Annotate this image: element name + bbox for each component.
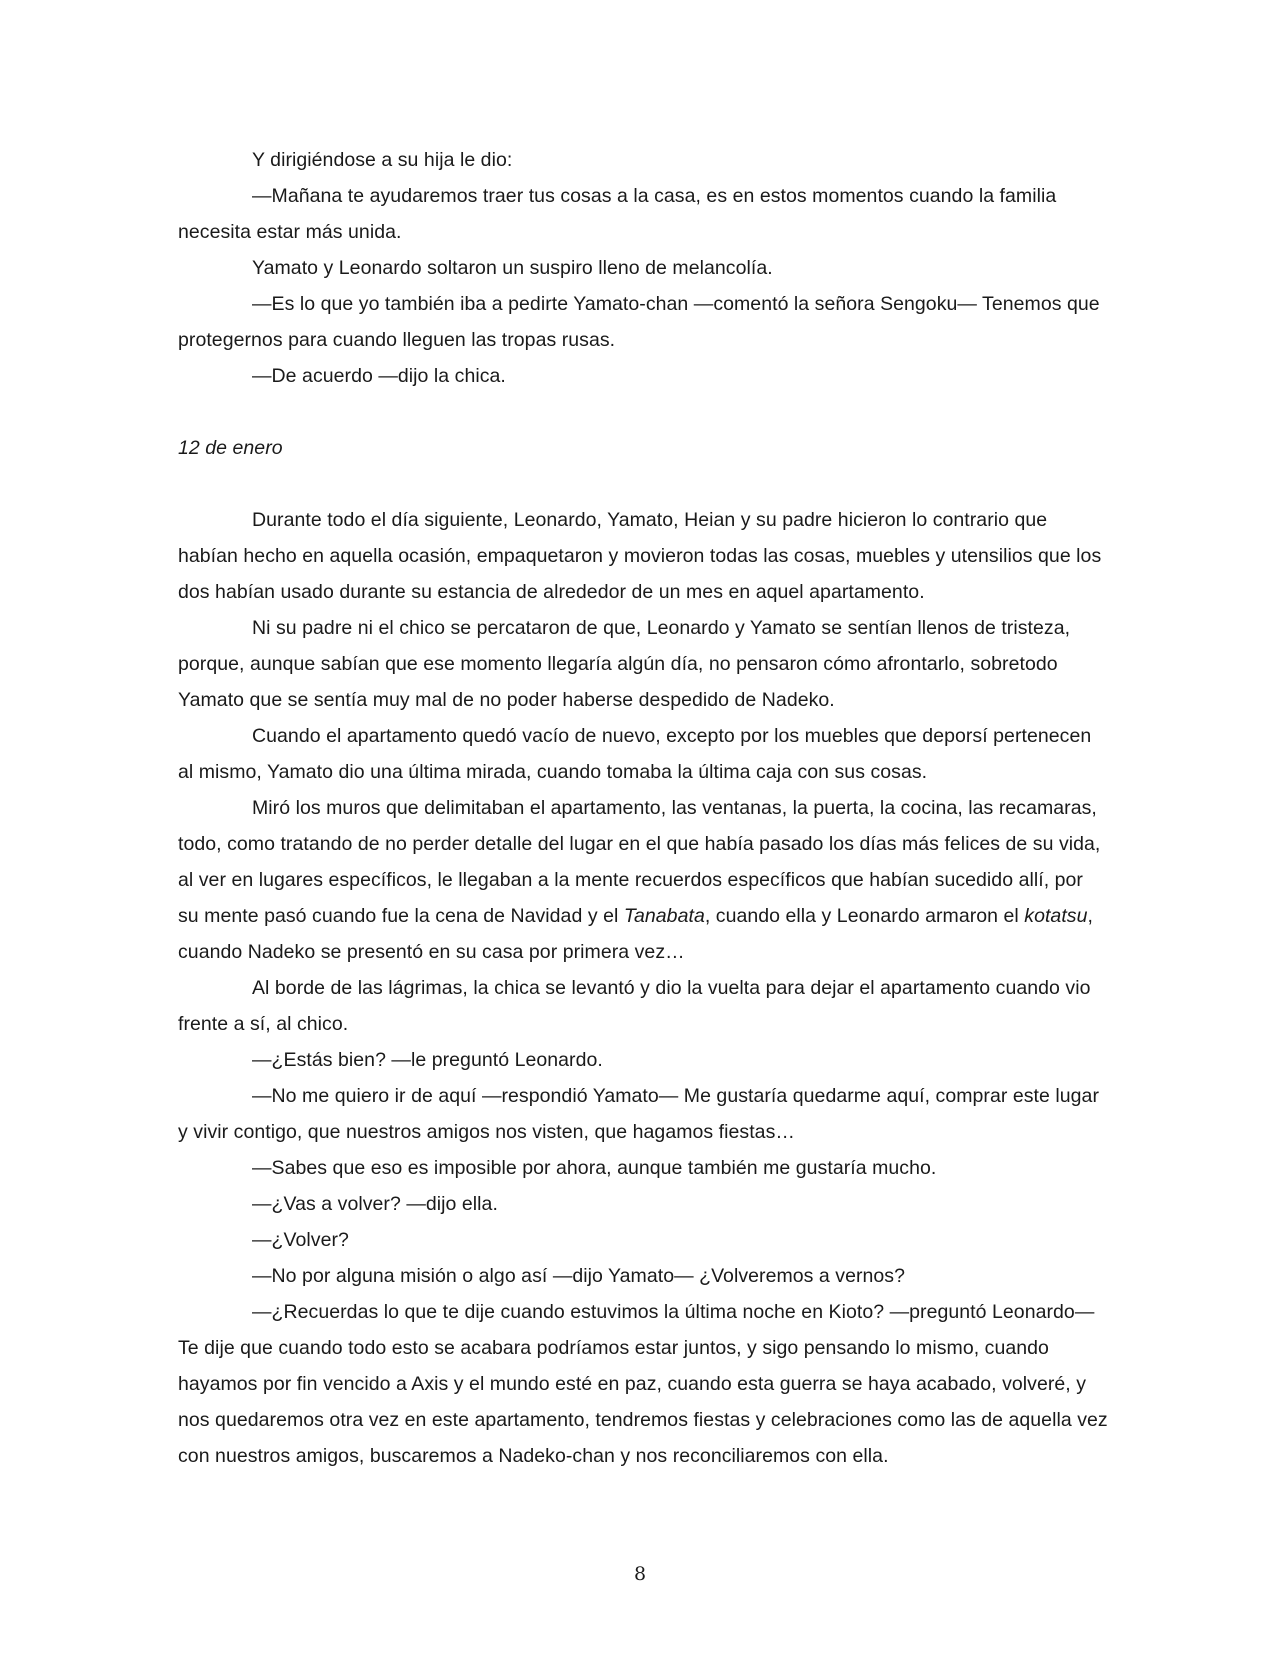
paragraph: —¿Volver? bbox=[252, 1229, 349, 1251]
paragraph: Y dirigiéndose a su hija le dio: bbox=[252, 149, 513, 171]
paragraph: —No me quiero ir de aquí —respondió Yamato— Me gustaría quedarme aquí, comprar este lugar y vivir contigo, que nuestros amigos nos visten, que hagamos fiestas… bbox=[178, 1085, 1099, 1143]
paragraph: —No por alguna misión o algo así —dijo Yamato— ¿Volveremos a vernos? bbox=[252, 1265, 906, 1287]
paragraph bbox=[178, 790, 1108, 970]
page-number: 8 bbox=[633, 1563, 647, 1585]
paragraph-text: Miró los muros que delimitaban el apartamento, las ventanas, la puerta, la cocina, las recamaras, todo, como tratando de no perder detalle del lugar en el que había pasado los días más felices de su vida, al ver en lugares específicos, le llegaban a la mente recuerdos específicos que habían sucedido allí, por su mente pasó cuando fue la cena de Navidad y el bbox=[178, 797, 1101, 927]
paragraph: —Sabes que eso es imposible por ahora, aunque también me gustaría mucho. bbox=[252, 1157, 937, 1179]
italic-term: Tanabata bbox=[623, 905, 705, 927]
paragraph: —¿Recuerdas lo que te dije cuando estuvimos la última noche en Kioto? —preguntó Leonardo— Te dije que cuando todo esto se acabara podríamos estar juntos, y sigo pensando lo mismo, cuando hayamos por fin vencido a Axis y el mundo esté en paz, cuando esta guerra se haya acabado, volveré, y nos quedaremos otra vez en este apartamento, tendremos fiestas y celebraciones como las de aquella vez con nuestros amigos, buscaremos a Nadeko-chan y nos reconciliaremos con ella. bbox=[178, 1301, 1108, 1467]
paragraph-text: , cuando ella y Leonardo armaron el bbox=[704, 905, 1025, 927]
paragraph: —¿Estás bien? —le preguntó Leonardo. bbox=[252, 1049, 603, 1071]
italic-term: kotatsu bbox=[1024, 905, 1088, 927]
paragraph: Cuando el apartamento quedó vacío de nuevo, excepto por los muebles que deporsí pertenecen al mismo, Yamato dio una última mirada, cuando tomaba la última caja con sus cosas. bbox=[178, 725, 1092, 783]
paragraph: Ni su padre ni el chico se percataron de que, Leonardo y Yamato se sentían llenos de tristeza, porque, aunque sabían que ese momento llegaría algún día, no pensaron cómo afrontarlo, sobretodo Yamato que se sentía muy mal de no poder haberse despedido de Nadeko. bbox=[178, 617, 1071, 711]
body-text bbox=[178, 142, 1108, 1474]
paragraph: —De acuerdo —dijo la chica. bbox=[252, 365, 506, 387]
paragraph: Durante todo el día siguiente, Leonardo, Yamato, Heian y su padre hicieron lo contrario que habían hecho en aquella ocasión, empaquetaron y movieron todas las cosas, muebles y utensilios que los dos habían usado durante su estancia de alrededor de un mes en aquel apartamento. bbox=[178, 509, 1102, 603]
date-heading: 12 de enero bbox=[178, 437, 283, 459]
paragraph: —Mañana te ayudaremos traer tus cosas a la casa, es en estos momentos cuando la familia necesita estar más unida. bbox=[178, 185, 1057, 243]
paragraph: —Es lo que yo también iba a pedirte Yamato-chan —comentó la señora Sengoku— Tenemos que protegernos para cuando lleguen las tropas rusas. bbox=[178, 293, 1100, 351]
paragraph-text: , cuando Nadeko se presentó en su casa por primera vez… bbox=[178, 905, 1093, 963]
paragraph: Al borde de las lágrimas, la chica se levantó y dio la vuelta para dejar el apartamento cuando vio frente a sí, al chico. bbox=[178, 977, 1091, 1035]
paragraph: —¿Vas a volver? —dijo ella. bbox=[252, 1193, 498, 1215]
paragraph: Yamato y Leonardo soltaron un suspiro lleno de melancolía. bbox=[252, 257, 773, 279]
